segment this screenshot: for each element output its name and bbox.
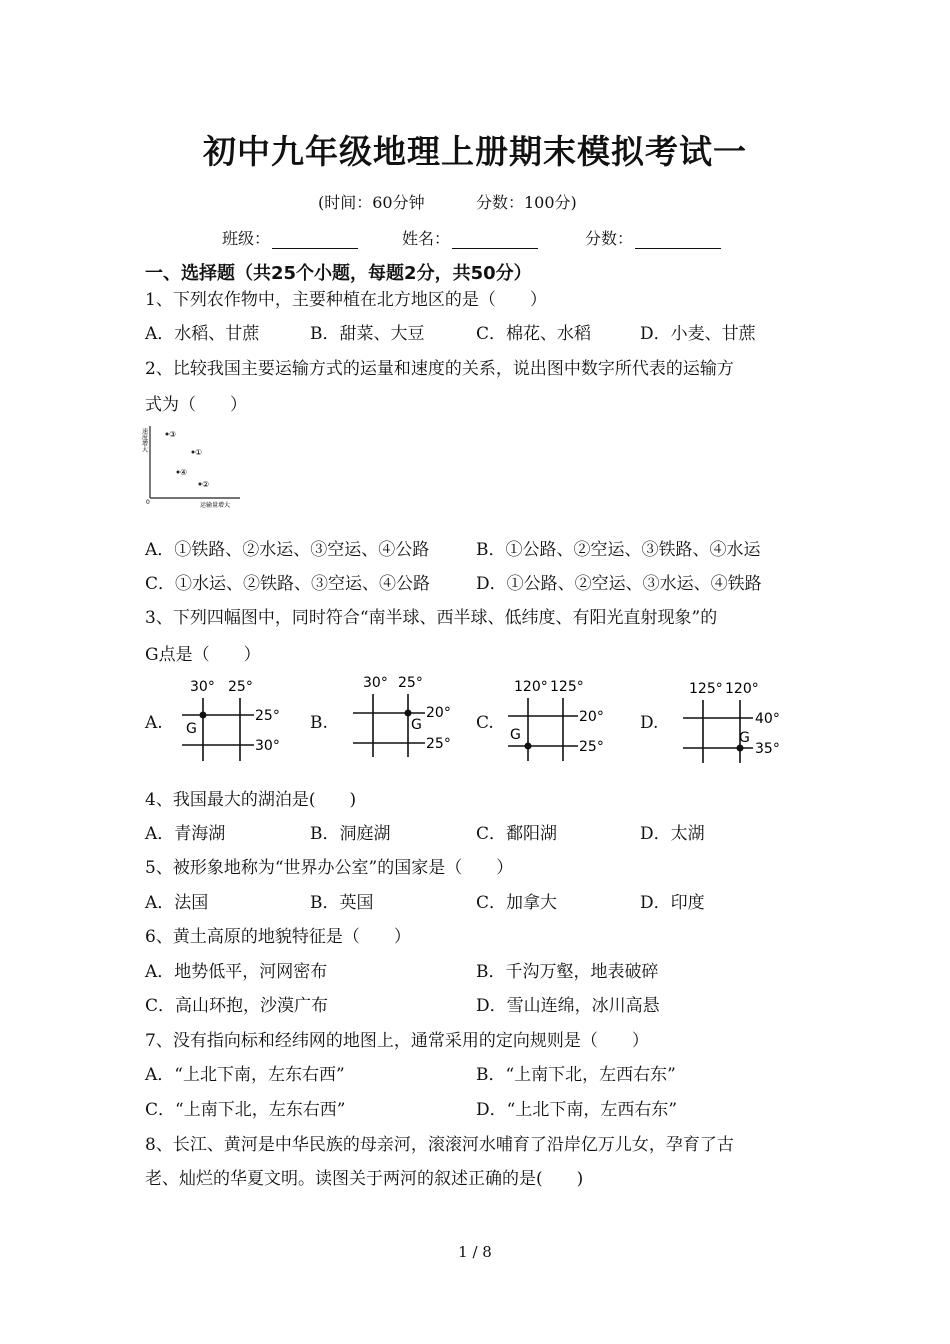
grid-d-right-bottom: 35° bbox=[755, 741, 780, 757]
grid-d-right-top: 40° bbox=[755, 711, 780, 727]
q2-transport-chart bbox=[140, 424, 245, 512]
q6-option-d: D．雪山连绵，冰川高悬 bbox=[476, 996, 660, 1016]
grid-b-right-top: 20° bbox=[426, 705, 451, 721]
q6-option-a: A．地势低平，河网密布 bbox=[145, 962, 328, 982]
q8-stem-line1: 8、长江、黄河是中华民族的母亲河，滚滚河水哺育了沿岸亿万儿女，孕育了古 bbox=[145, 1135, 734, 1155]
q4-option-a: A．青海湖 bbox=[145, 824, 226, 844]
q7-stem: 7、没有指向标和经纬网的地图上，通常采用的定向规则是（ ） bbox=[145, 1031, 649, 1051]
class-label: 班级： bbox=[222, 229, 271, 248]
class-blank bbox=[272, 232, 358, 249]
q6-option-b: B．千沟万壑，地表破碎 bbox=[476, 962, 659, 982]
grid-d-top-left: 125° bbox=[689, 681, 723, 697]
q1-option-c: C．棉花、水稻 bbox=[476, 324, 592, 344]
point-1: ① bbox=[195, 448, 203, 457]
q3-option-a-grid bbox=[172, 676, 292, 766]
grid-b-g-label: G bbox=[411, 717, 422, 733]
q1-stem: 1、下列农作物中，主要种植在北方地区的是（ ） bbox=[145, 290, 547, 310]
q7-option-a: A．“上北下南，左东右西” bbox=[145, 1065, 345, 1085]
q2-stem-line2: 式为（ ） bbox=[145, 395, 247, 415]
grid-a-g-label: G bbox=[186, 721, 197, 737]
grid-b-right-bottom: 25° bbox=[426, 736, 451, 752]
q2-option-d: D．①公路、②空运、③水运、④铁路 bbox=[476, 574, 762, 594]
q2-option-b: B．①公路、②空运、③铁路、④水运 bbox=[476, 540, 761, 560]
page-title: 初中九年级地理上册期末模拟考试一 bbox=[203, 132, 747, 171]
grid-c-top-left: 120° bbox=[514, 679, 548, 695]
name-label: 姓名： bbox=[402, 229, 451, 248]
q3-option-c-letter: C. bbox=[476, 713, 494, 733]
q4-option-d: D．太湖 bbox=[640, 824, 705, 844]
q5-option-d: D．印度 bbox=[640, 893, 705, 913]
y-axis-label: 速度增大 bbox=[140, 428, 148, 452]
q1-option-d: D．小麦、甘蔗 bbox=[640, 324, 756, 344]
grid-c-g-label: G bbox=[510, 727, 521, 743]
point-3: ③ bbox=[169, 430, 177, 439]
point-4: ④ bbox=[180, 468, 188, 477]
grid-c-top-right: 125° bbox=[550, 679, 584, 695]
q5-option-c: C．加拿大 bbox=[476, 893, 558, 913]
q7-option-c: C．“上南下北，左东右西” bbox=[145, 1100, 346, 1120]
q4-option-c: C．鄱阳湖 bbox=[476, 824, 558, 844]
grid-d-top-right: 120° bbox=[725, 681, 759, 697]
q7-option-d: D．“上北下南，左西右东” bbox=[476, 1100, 678, 1120]
grid-b-top-right: 25° bbox=[398, 675, 423, 691]
score-field bbox=[585, 226, 721, 249]
q6-stem: 6、黄土高原的地貌特征是（ ） bbox=[145, 927, 411, 947]
q2-stem-line1: 2、比较我国主要运输方式的运量和速度的关系，说出图中数字所代表的运输方 bbox=[145, 359, 734, 379]
origin-label: 0 bbox=[146, 499, 150, 506]
grid-b-top-left: 30° bbox=[363, 675, 388, 691]
section-heading: 一、选择题（共25个小题，每题2分，共50分） bbox=[145, 263, 532, 284]
q3-option-d-letter: D. bbox=[640, 713, 659, 733]
q4-option-b: B．洞庭湖 bbox=[310, 824, 391, 844]
q1-option-b: B．甜菜、大豆 bbox=[310, 324, 425, 344]
grid-a-top-left: 30° bbox=[190, 679, 215, 695]
q3-option-b-letter: B. bbox=[310, 713, 328, 733]
q4-stem: 4、我国最大的湖泊是( ) bbox=[145, 790, 357, 810]
q7-option-b: B．“上南下北，左西右东” bbox=[476, 1065, 676, 1085]
grid-a-top-right: 25° bbox=[228, 679, 253, 695]
grid-a-right-bottom: 30° bbox=[255, 738, 280, 754]
class-field bbox=[222, 226, 358, 249]
q5-option-b: B．英国 bbox=[310, 893, 374, 913]
q8-stem-line2: 老、灿烂的华夏文明。读图关于两河的叙述正确的是( ) bbox=[145, 1169, 584, 1189]
grid-a-right-top: 25° bbox=[255, 708, 280, 724]
q1-option-a: A．水稻、甘蔗 bbox=[145, 324, 260, 344]
q3-option-a-letter: A. bbox=[145, 713, 163, 733]
grid-c-right-top: 20° bbox=[579, 709, 604, 725]
name-field bbox=[402, 226, 538, 249]
grid-d-g-label: G bbox=[739, 730, 750, 746]
q2-option-a: A．①铁路、②水运、③空运、④公路 bbox=[145, 540, 430, 560]
x-axis-label: 运输量增大 bbox=[200, 502, 231, 509]
point-2: ② bbox=[202, 480, 210, 489]
score-label: 分数： bbox=[585, 229, 634, 248]
score-info: 分数：100分) bbox=[476, 193, 577, 212]
grid-c-right-bottom: 25° bbox=[579, 739, 604, 755]
q3-option-d-grid bbox=[675, 678, 800, 768]
q5-stem: 5、被形象地称为“世界办公室”的国家是（ ） bbox=[145, 858, 514, 878]
q3-stem-line2: G点是（ ） bbox=[145, 645, 261, 665]
page-number: 1 / 8 bbox=[458, 1243, 492, 1261]
name-blank bbox=[452, 232, 538, 249]
q5-option-a: A．法国 bbox=[145, 893, 209, 913]
q6-option-c: C．高山环抱，沙漠广布 bbox=[145, 996, 329, 1016]
q3-option-c-grid bbox=[500, 676, 625, 766]
score-blank bbox=[635, 232, 721, 249]
q2-option-c: C．①水运、②铁路、③空运、④公路 bbox=[145, 574, 431, 594]
q3-option-b-grid bbox=[343, 672, 463, 762]
time-info: (时间：60分钟 bbox=[318, 193, 425, 212]
q3-stem-line1: 3、下列四幅图中，同时符合“南半球、西半球、低纬度、有阳光直射现象”的 bbox=[145, 608, 718, 628]
